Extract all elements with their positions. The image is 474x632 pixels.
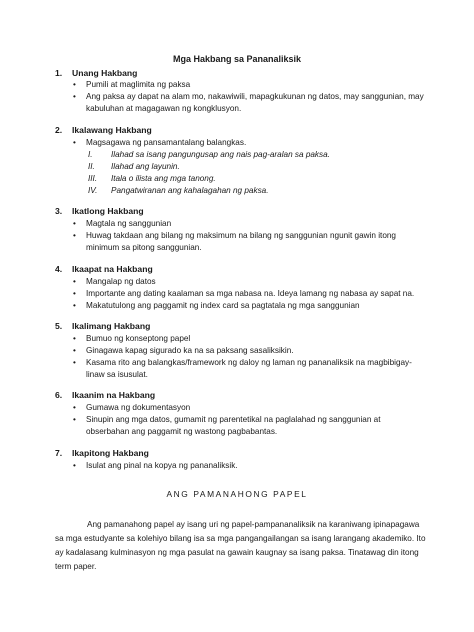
step-title: Ikaapat na Hakbang [72,264,153,274]
section-title: ANG PAMANAHONG PAPEL [166,489,308,499]
bullet-icon: • [73,80,76,89]
step-number: 2. [55,125,63,135]
step-number: 3. [55,206,63,216]
list-item-continuation: minimum sa pitong sanggunian. [86,243,202,252]
step-6-heading [55,390,155,401]
list-item-continuation: linaw sa isusulat. [86,370,148,379]
bullet-icon: • [73,92,76,101]
step-number: 1. [55,68,63,78]
list-item-continuation: obserbahan ang paggamit ng wastong pagbabantas. [86,427,278,436]
step-7-heading [55,448,149,459]
bullet-icon: • [73,138,76,147]
bullet-icon: • [73,289,76,298]
step-title: Ikalawang Hakbang [72,125,152,135]
step-title: Ikapitong Hakbang [72,448,149,458]
step-number: 7. [55,448,63,458]
step-1-heading [55,68,137,79]
bullet-icon: • [73,415,76,424]
step-title: Unang Hakbang [72,68,138,78]
bullet-icon: • [73,301,76,310]
paragraph-line: sa mga estudyante sa kolehiyo bilang isa sa mga pangangailangan sa isang larangang akademiko. Ito [55,534,426,543]
step-3-heading [55,206,144,217]
paragraph-line: term paper. [55,562,97,571]
bullet-icon: • [73,358,76,367]
bullet-icon: • [73,231,76,240]
step-4-heading [55,264,153,275]
paragraph-line: ay kadalasang kulminasyon ng mga pasulat na gawain kaugnay sa isang paksa. Tinatawag din itong [55,548,419,557]
bullet-icon: • [73,346,76,355]
step-title: Ikalimang Hakbang [72,321,151,331]
paragraph-line: Ang pamanahong papel ay isang uri ng papel-pampananaliksik na karaniwang ipinapagawa [87,520,420,529]
step-title: Ikaanim na Hakbang [72,390,156,400]
bullet-icon: • [73,461,76,470]
step-number: 4. [55,264,63,274]
bullet-icon: • [73,277,76,286]
bullet-icon: • [73,403,76,412]
document-page: Mga Hakbang sa Pananaliksik 1. Unang Hakbang • Pumili at maglimita ng paksa • Ang paksa ay dapat na alam mo, nakawiwili, mapagkukunan ng datos, may sanggunian, may kabuluhan at magagawan ng kongklusyon. 2. Ikalawang Hakbang • Magsagawa ng pansamantalang balangkas. I. Ilahad sa isang pangungusap ang nais pag-aralan sa paksa. II. Ilahad ang layunin. III. Itala o ilista ang mga tanong. IV. Pangatwiranan ang kahalagahan ng paksa. 3. Ikatlong Hakbang • Magtala ng sanggunian • Huwag takdaan ang bilang ng maksimum na bilang ng sanggunian ngunit gawin itong minimum sa pitong sanggunian. 4. Ikaapat na Hakbang • Mangalap ng datos • Importante ang dating kaalaman sa mga nabasa na. Ideya lamang ng nabasa ay sapat na. • Makatutulong ang paggamit ng index card sa pagtatala ng mga sanggunian 5. Ikalimang Hakbang • Bumuo ng konseptong papel • Ginagawa kapag sigurado ka na sa paksang sasaliksikin. • Kasama rito ang balangkas/framework ng daloy ng laman ng pananaliksik na magbibigay- linaw sa isusulat. 6. Ikaanim na Hakbang • Gumawa ng dokumentasyon • Sinupin ang mga datos, gumamit ng parentetikal na paglalahad ng sanggunian at obserbahan ang paggamit ng wastong pagbabantas. 7. Ikapitong Hakbang • Isulat ang pinal na kopya ng pananaliksik. ANG PAMANAHONG PAPEL Ang pamanahong papel ay isang uri ng papel-pampananaliksik na karaniwang ipinapagawa sa mga estudyante sa kolehiyo bilang isa sa mga pangangailangan sa isang larangang akademiko. Ito ay kadalasang kulminasyon ng mga pasulat na gawain kaugnay sa isang paksa. Tinatawag din itong term paper. [0,0,474,632]
step-number: 6. [55,390,63,400]
bullet-icon: • [73,334,76,343]
bullet-icon: • [73,219,76,228]
step-2-heading [55,125,152,136]
step-title: Ikatlong Hakbang [72,206,144,216]
step-5-heading [55,321,150,332]
list-item-continuation: kabuluhan at magagawan ng kongklusyon. [86,104,242,113]
document-title: Mga Hakbang sa Pananaliksik [172,54,302,64]
step-number: 5. [55,321,63,331]
